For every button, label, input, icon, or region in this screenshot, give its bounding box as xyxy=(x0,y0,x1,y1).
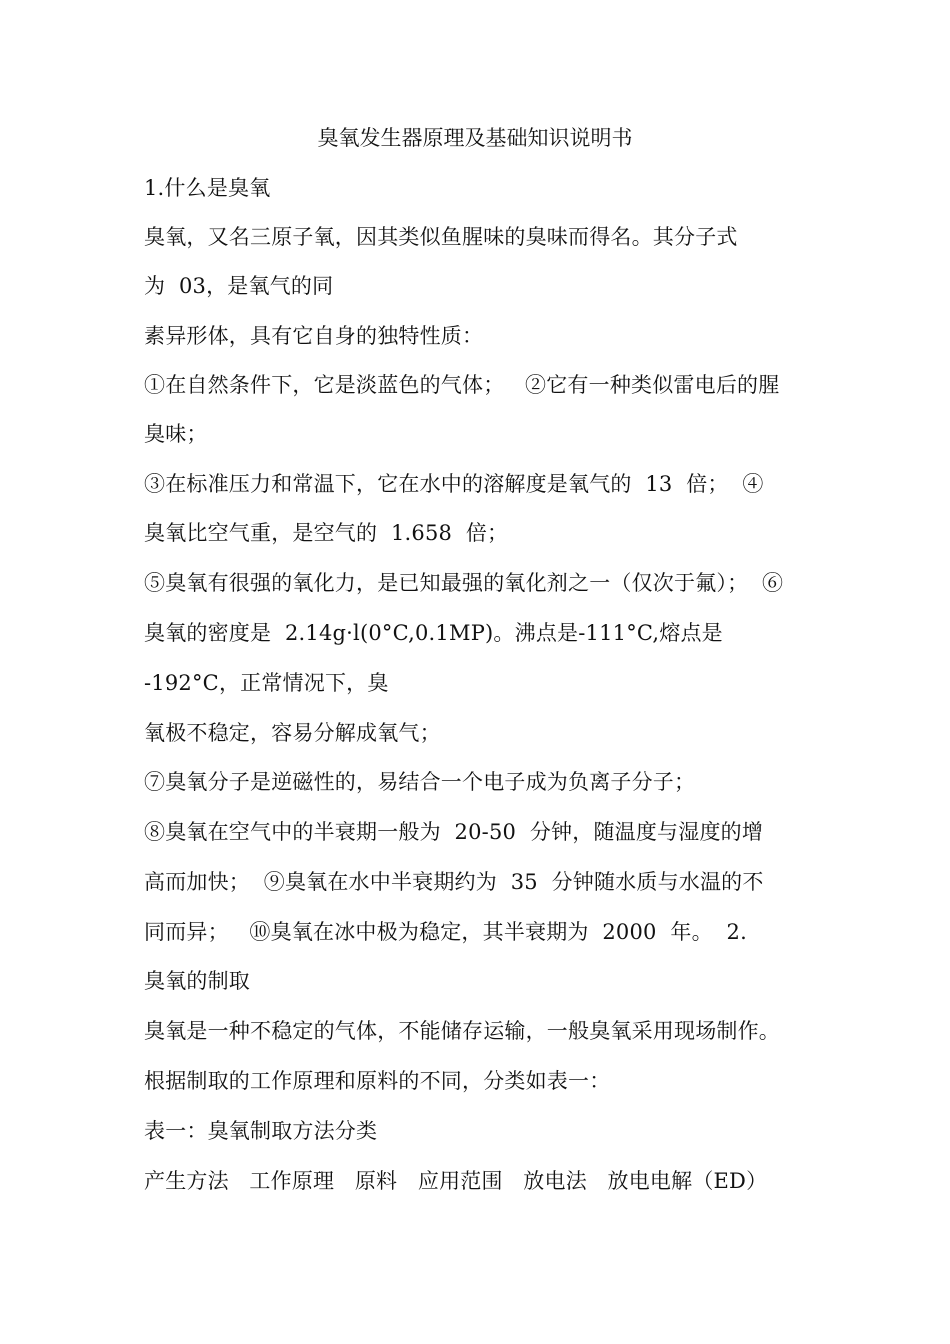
text-line: 根据制取的工作原理和原料的不同，分类如表一： xyxy=(144,1069,611,1093)
text-line: 臭氧比空气重，是空气的 1.658 倍； xyxy=(144,521,509,545)
text-line: ①在自然条件下，它是淡蓝色的气体； ②它有一种类似雷电后的腥 xyxy=(144,373,780,397)
table-caption: 表一：臭氧制取方法分类 xyxy=(144,1119,378,1143)
text-line: 臭氧是一种不稳定的气体，不能储存运输，一般臭氧采用现场制作。 xyxy=(144,1019,780,1043)
text-line: ⑦臭氧分子是逆磁性的，易结合一个电子成为负离子分子； xyxy=(144,770,696,794)
text-line: 素异形体，具有它自身的独特性质： xyxy=(144,324,484,348)
text-line: 臭氧，又名三原子氧，因其类似鱼腥味的臭味而得名。其分子式 xyxy=(144,225,738,249)
text-line: 为 03，是氧气的同 xyxy=(144,274,334,298)
table-header-row: 产生方法 工作原理 原料 应用范围 放电法 放电电解（ED） xyxy=(144,1169,768,1193)
section-heading: 1.什么是臭氧 xyxy=(144,176,271,200)
text-line: ③在标准压力和常温下，它在水中的溶解度是氧气的 13 倍； ④ xyxy=(144,472,764,496)
text-line: 臭氧的密度是 2.14g·l(0°C,0.1MP)。沸点是-111°C,熔点是 xyxy=(144,621,723,645)
document-title: 臭氧发生器原理及基础知识说明书 xyxy=(317,126,633,150)
text-line: 高而加快； ⑨臭氧在水中半衰期约为 35 分钟随水质与水温的不 xyxy=(144,870,764,894)
text-line: 同而异； ⑩臭氧在冰中极为稳定，其半衰期为 2000 年。 2. xyxy=(144,920,747,944)
text-line: ⑤臭氧有很强的氧化力，是已知最强的氧化剂之一（仅次于氟）； ⑥ xyxy=(144,571,784,595)
text-line: -192°C，正常情况下，臭 xyxy=(144,671,389,695)
text-line: 臭味； xyxy=(144,422,208,446)
text-line: ⑧臭氧在空气中的半衰期一般为 20-50 分钟，随温度与湿度的增 xyxy=(144,820,764,844)
section-heading: 臭氧的制取 xyxy=(144,969,250,993)
text-line: 氧极不稳定，容易分解成氧气； xyxy=(144,721,441,745)
